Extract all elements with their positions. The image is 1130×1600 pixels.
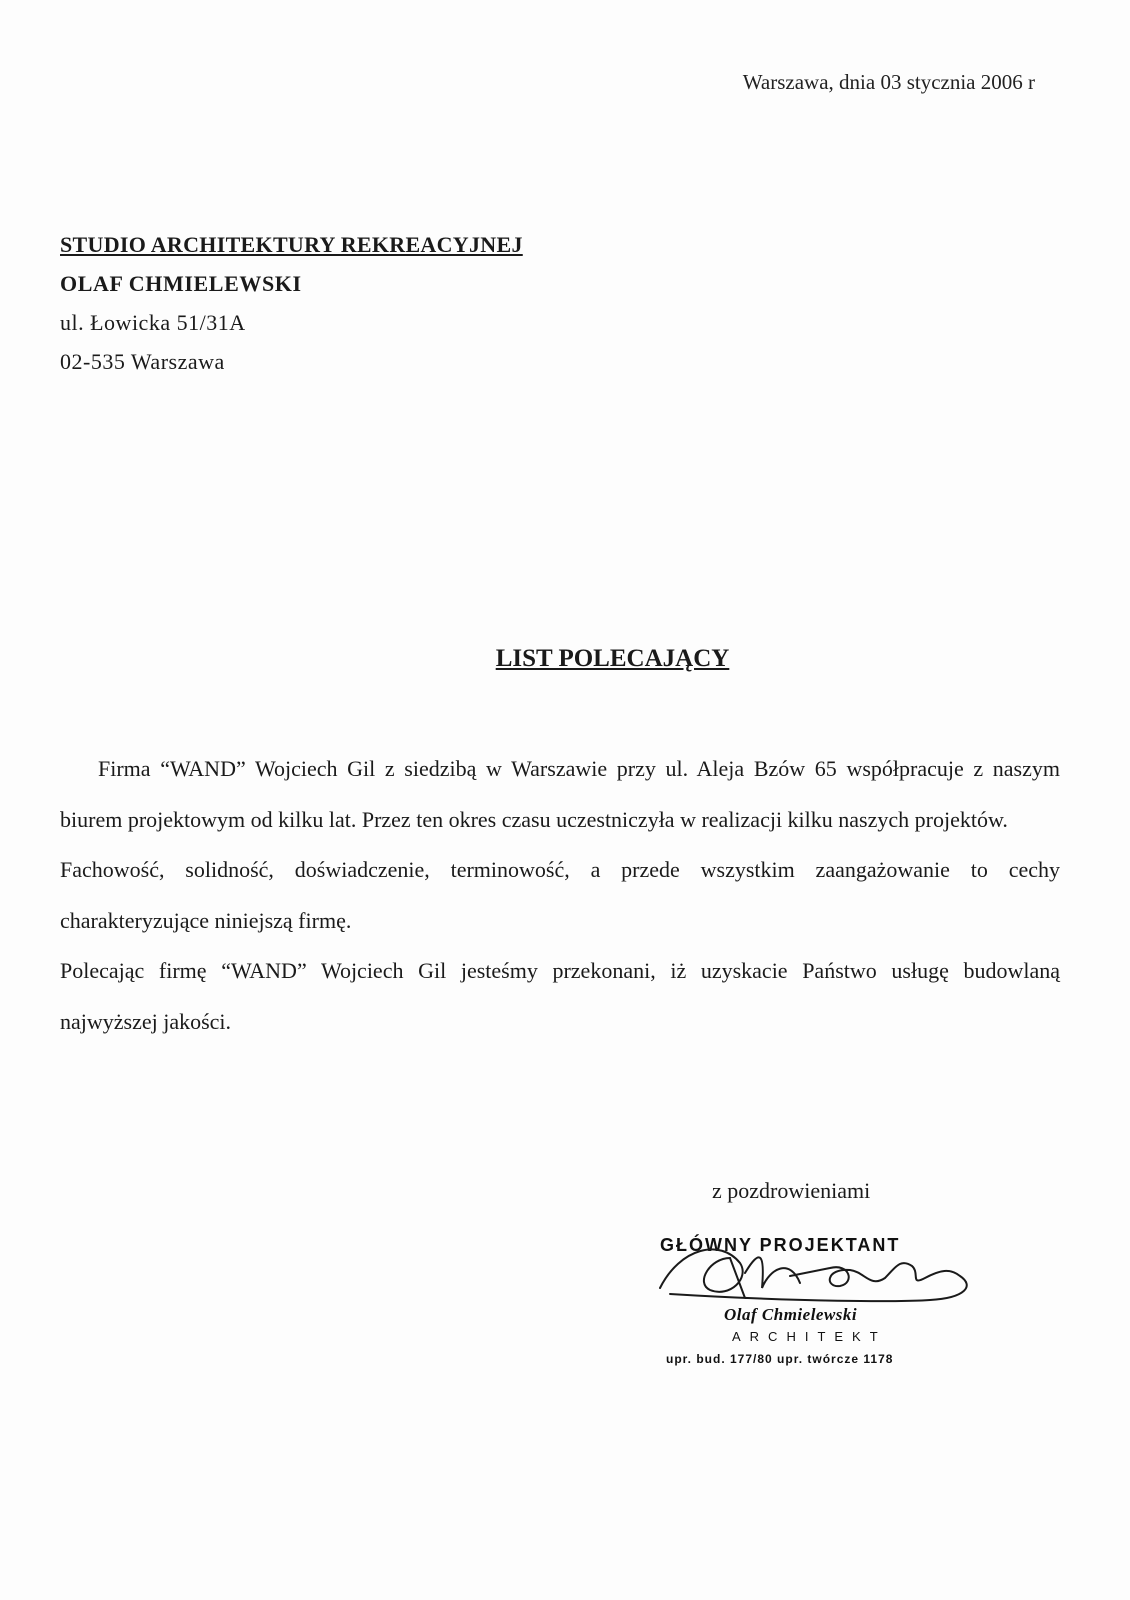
stamp-title: GŁÓWNY PROJEKTANT [660, 1235, 901, 1255]
letter-title: LIST POLECAJĄCY [495, 645, 730, 672]
sender-company: STUDIO ARCHITEKTURY REKREACYJNEJ [60, 232, 523, 257]
sender-street: ul. Łowicka 51/31A [60, 310, 246, 335]
letter-closing: z pozdrowieniami [712, 1178, 871, 1203]
sender-city: 02-535 Warszawa [60, 349, 225, 374]
letter-date: Warszawa, dnia 03 stycznia 2006 r [742, 70, 1035, 94]
sender-block [60, 225, 523, 381]
body-paragraph: Fachowość, solidność, doświadczenie, terminowość, a przede wszystkim zaangażowanie to cechy charakteryzujące niniejszą firmę. [60, 857, 1060, 933]
body-paragraph: Firma “WAND” Wojciech Gil z siedzibą w Warszawie przy ul. Aleja Bzów 65 współpracuje z naszym biurem projektowym od kilku lat. Przez ten okres czasu uczestniczyła w realizacji kilku naszych projektów. [60, 756, 1060, 832]
stamp-profession: ARCHITEKT [732, 1329, 887, 1344]
sender-person: OLAF CHMIELEWSKI [60, 271, 302, 296]
stamp-license: upr. bud. 177/80 upr. twórcze 1178 [666, 1352, 894, 1366]
letter-body [60, 744, 1060, 1047]
body-paragraph: Polecając firmę “WAND” Wojciech Gil jesteśmy przekonani, iż uzyskacie Państwo usługę budowlaną najwyższej jakości. [60, 958, 1060, 1034]
stamp-name: Olaf Chmielewski [724, 1305, 858, 1324]
architect-stamp [660, 1235, 1000, 1375]
